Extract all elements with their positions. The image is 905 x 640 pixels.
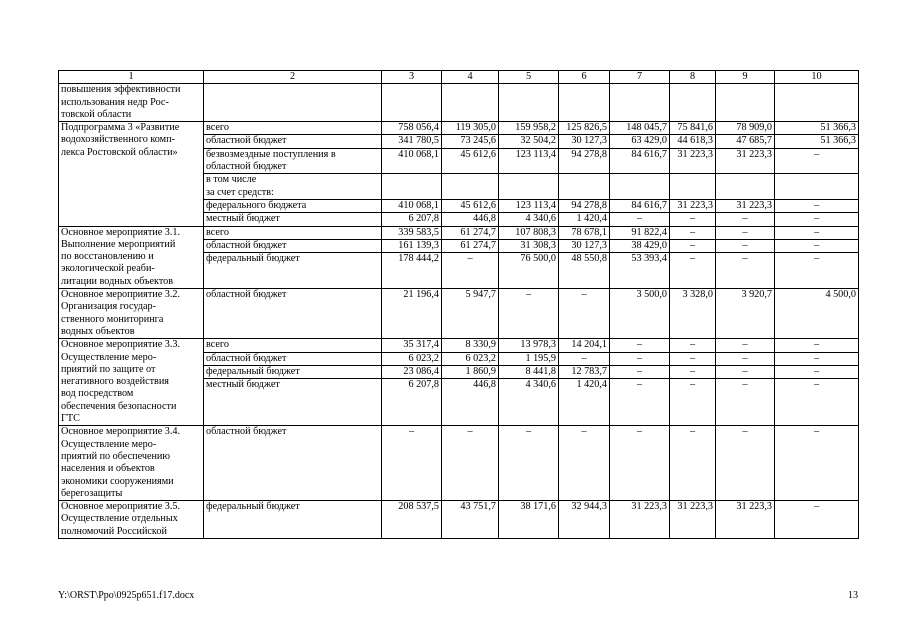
- budget-table: [58, 70, 859, 539]
- amount-value: [775, 173, 859, 199]
- amount-cell: [716, 84, 775, 122]
- amount-cell: [442, 122, 499, 226]
- table-row: [59, 426, 859, 501]
- funding-source-label: областной бюджет: [204, 239, 381, 252]
- funding-source-label: федеральный бюджет: [204, 252, 381, 265]
- amount-value: 1 420,4: [559, 378, 610, 391]
- amount-value: –: [670, 352, 716, 365]
- amount-value: –: [716, 378, 775, 391]
- activity-name: Подпрограмма 3 «Развитие водохозяйственного комп- лекса Ростовской области»: [59, 122, 204, 226]
- amount-cell: [559, 501, 610, 539]
- amount-cell: [499, 501, 559, 539]
- activity-name: Основное мероприятие 3.2. Организация государ- ственного мониторинга водных объектов: [59, 289, 204, 339]
- amount-value: [775, 84, 859, 96]
- amount-value: [382, 173, 442, 199]
- amount-value: 43 751,7: [460, 501, 496, 513]
- amount-value: 8 441,8: [499, 365, 559, 378]
- column-header: 7: [610, 71, 670, 84]
- amount-value: 119 305,0: [455, 122, 496, 134]
- activity-name: повышения эффективности использования недр Рос- товской области: [59, 84, 204, 122]
- amount-cell: [559, 426, 610, 501]
- amount-value: –: [716, 252, 775, 265]
- amount-value: 61 274,7: [442, 239, 499, 252]
- table-row: [59, 339, 859, 426]
- amount-value: –: [467, 426, 473, 438]
- amount-value: 45 612,6: [442, 199, 499, 212]
- footer-file-path: Y:\ORST\Ppo\0925p651.f17.docx: [58, 590, 195, 601]
- funding-source-label: безвозмездные поступления в областной бюджет: [204, 148, 381, 174]
- funding-sources: [204, 289, 382, 339]
- amount-value: –: [742, 426, 748, 438]
- amount-value: –: [775, 199, 859, 212]
- amount-cell: [559, 289, 610, 339]
- amount-value: 94 278,8: [559, 199, 610, 212]
- amount-value: [442, 173, 499, 199]
- amount-value: 1 860,9: [442, 365, 499, 378]
- amount-cell: [382, 226, 442, 288]
- amount-value: –: [775, 352, 859, 365]
- amount-cell: [382, 339, 442, 426]
- amount-cell: [670, 501, 716, 539]
- amount-cell: [775, 289, 859, 339]
- amount-value: 31 308,3: [499, 239, 559, 252]
- amount-value: –: [610, 212, 670, 225]
- amount-cell: [442, 339, 499, 426]
- amount-value: 148 045,7: [626, 122, 667, 134]
- funding-source-label: всего: [206, 339, 229, 351]
- amount-cell: [716, 339, 775, 426]
- amount-value: 410 068,1: [382, 148, 442, 174]
- amount-cell: [499, 122, 559, 226]
- activity-name: Основное мероприятие 3.5. Осуществление отдельных полномочий Российской: [59, 501, 204, 539]
- column-header: 1: [59, 71, 204, 84]
- amount-value: 38 171,6: [520, 501, 556, 513]
- amount-value: –: [813, 501, 820, 513]
- amount-value: –: [636, 426, 643, 438]
- amount-value: –: [670, 239, 716, 252]
- amount-cell: [382, 426, 442, 501]
- amount-cell: [382, 501, 442, 539]
- amount-value: 45 612,6: [442, 148, 499, 174]
- amount-value: [610, 84, 670, 96]
- amount-value: 13 978,3: [520, 339, 556, 351]
- amount-value: –: [670, 252, 716, 265]
- amount-value: 84 616,7: [610, 199, 670, 212]
- table-row: [59, 226, 859, 288]
- amount-value: 23 086,4: [382, 365, 442, 378]
- amount-value: 1 420,4: [559, 212, 610, 225]
- amount-value: 6 207,8: [382, 212, 442, 225]
- amount-cell: [559, 339, 610, 426]
- amount-cell: [775, 501, 859, 539]
- amount-value: –: [525, 289, 532, 301]
- amount-value: –: [689, 426, 696, 438]
- amount-cell: [610, 226, 670, 288]
- amount-value: –: [813, 426, 820, 438]
- amount-cell: [610, 339, 670, 426]
- amount-value: [559, 173, 610, 199]
- amount-cell: [610, 289, 670, 339]
- funding-source-label: федерального бюджета: [204, 199, 381, 212]
- amount-value: –: [742, 339, 748, 351]
- amount-value: –: [581, 289, 587, 301]
- amount-value: –: [813, 226, 820, 238]
- amount-cell: [610, 501, 670, 539]
- amount-value: 341 780,5: [382, 134, 442, 147]
- amount-value: –: [775, 378, 859, 391]
- funding-source-label: местный бюджет: [204, 378, 381, 391]
- amount-value: 758 056,4: [398, 122, 439, 134]
- amount-value: 4 500,0: [825, 289, 856, 301]
- amount-value: 3 328,0: [682, 289, 713, 301]
- amount-cell: [775, 84, 859, 122]
- amount-cell: [559, 226, 610, 288]
- amount-value: 21 196,4: [403, 289, 439, 301]
- amount-value: 12 783,7: [559, 365, 610, 378]
- amount-value: –: [610, 352, 670, 365]
- amount-value: 51 366,3: [775, 134, 859, 147]
- funding-sources: [204, 122, 382, 226]
- funding-source-label: федеральный бюджет: [204, 365, 381, 378]
- amount-value: 446,8: [442, 378, 499, 391]
- table-row: [59, 501, 859, 539]
- amount-cell: [716, 501, 775, 539]
- amount-value: 63 429,0: [610, 134, 670, 147]
- amount-cell: [442, 84, 499, 122]
- amount-value: 5 947,7: [465, 289, 496, 301]
- amount-cell: [559, 84, 610, 122]
- funding-source-label: федеральный бюджет: [206, 501, 300, 513]
- amount-cell: [499, 426, 559, 501]
- amount-value: 410 068,1: [382, 199, 442, 212]
- column-header: 4: [442, 71, 499, 84]
- amount-value: –: [716, 212, 775, 225]
- amount-cell: [670, 289, 716, 339]
- amount-value: 339 583,5: [398, 226, 439, 238]
- amount-value: 31 223,3: [631, 501, 667, 513]
- amount-value: [559, 84, 610, 96]
- amount-value: [382, 84, 442, 96]
- amount-value: 4 340,6: [499, 212, 559, 225]
- amount-value: –: [442, 252, 499, 265]
- amount-value: –: [689, 226, 696, 238]
- table-row: [59, 122, 859, 226]
- amount-value: –: [775, 239, 859, 252]
- amount-value: 14 204,1: [571, 339, 607, 351]
- column-header: 10: [775, 71, 859, 84]
- amount-value: –: [775, 212, 859, 225]
- funding-source-label: областной бюджет: [206, 426, 287, 438]
- funding-sources: [204, 226, 382, 288]
- amount-value: –: [610, 365, 670, 378]
- column-header: 6: [559, 71, 610, 84]
- amount-cell: [716, 289, 775, 339]
- amount-value: –: [559, 352, 610, 365]
- amount-value: 32 944,3: [571, 501, 607, 513]
- amount-value: [499, 173, 559, 199]
- amount-value: 47 685,7: [716, 134, 775, 147]
- amount-value: 1 195,9: [499, 352, 559, 365]
- amount-cell: [775, 122, 859, 226]
- activity-name: Основное мероприятие 3.4. Осуществление меро- приятий по обеспечению населения и объектов экономики сооружениями берегозащиты: [59, 426, 204, 501]
- amount-value: –: [581, 426, 587, 438]
- funding-source-label: [204, 84, 381, 96]
- amount-cell: [442, 226, 499, 288]
- amount-value: –: [610, 378, 670, 391]
- amount-value: 178 444,2: [382, 252, 442, 265]
- amount-cell: [442, 501, 499, 539]
- amount-value: –: [636, 339, 643, 351]
- funding-source-label: областной бюджет: [204, 134, 381, 147]
- amount-cell: [610, 122, 670, 226]
- amount-value: 6 023,2: [382, 352, 442, 365]
- amount-value: 84 616,7: [610, 148, 670, 174]
- amount-cell: [716, 122, 775, 226]
- amount-cell: [670, 339, 716, 426]
- amount-value: 38 429,0: [610, 239, 670, 252]
- amount-value: –: [716, 365, 775, 378]
- amount-value: 53 393,4: [610, 252, 670, 265]
- amount-value: 32 504,2: [499, 134, 559, 147]
- amount-value: –: [775, 252, 859, 265]
- table-row: [59, 84, 859, 122]
- amount-value: [670, 173, 716, 199]
- amount-value: 125 826,5: [566, 122, 607, 134]
- amount-value: 31 223,3: [670, 148, 716, 174]
- activity-name: Основное мероприятие 3.3. Осуществление меро- приятий по защите от негативного воздействия вод посредством обеспечения безопасности ГТС: [59, 339, 204, 426]
- amount-cell: [499, 226, 559, 288]
- amount-value: 159 958,2: [515, 122, 556, 134]
- amount-value: –: [408, 426, 415, 438]
- amount-value: 78 909,0: [736, 122, 772, 134]
- amount-cell: [559, 122, 610, 226]
- amount-value: –: [742, 226, 748, 238]
- amount-cell: [775, 339, 859, 426]
- column-header: 2: [204, 71, 382, 84]
- amount-cell: [442, 289, 499, 339]
- amount-value: 35 317,4: [403, 339, 439, 351]
- amount-cell: [499, 289, 559, 339]
- column-header: 8: [670, 71, 716, 84]
- column-header: 9: [716, 71, 775, 84]
- amount-cell: [382, 122, 442, 226]
- amount-value: [716, 173, 775, 199]
- funding-sources: [204, 339, 382, 426]
- amount-value: 3 920,7: [741, 289, 772, 301]
- amount-value: [442, 84, 499, 96]
- amount-value: 78 678,1: [571, 226, 607, 238]
- amount-cell: [499, 84, 559, 122]
- column-header: 3: [382, 71, 442, 84]
- amount-value: –: [689, 339, 696, 351]
- column-header: 5: [499, 71, 559, 84]
- amount-value: 91 822,4: [631, 226, 667, 238]
- funding-sources: [204, 426, 382, 501]
- funding-source-label: в том числе за счет средств:: [204, 173, 381, 199]
- amount-cell: [670, 84, 716, 122]
- amount-value: 208 537,5: [398, 501, 439, 513]
- amount-value: 446,8: [442, 212, 499, 225]
- header-row: [59, 71, 859, 84]
- funding-source-label: местный бюджет: [204, 212, 381, 225]
- amount-value: 73 245,6: [442, 134, 499, 147]
- amount-value: –: [716, 239, 775, 252]
- amount-cell: [670, 122, 716, 226]
- funding-source-label: областной бюджет: [204, 352, 381, 365]
- amount-value: [499, 84, 559, 96]
- amount-value: 6 023,2: [442, 352, 499, 365]
- amount-value: 31 223,3: [670, 199, 716, 212]
- amount-value: 8 330,9: [465, 339, 496, 351]
- funding-sources: [204, 84, 382, 122]
- amount-value: –: [775, 365, 859, 378]
- amount-value: [670, 84, 716, 96]
- funding-source-label: областной бюджет: [206, 289, 287, 301]
- amount-value: 123 113,4: [499, 148, 559, 174]
- page-number: 13: [848, 590, 858, 601]
- amount-value: –: [775, 148, 859, 174]
- amount-value: 48 550,8: [559, 252, 610, 265]
- amount-value: 94 278,8: [559, 148, 610, 174]
- amount-value: 3 500,0: [636, 289, 667, 301]
- amount-value: 61 274,7: [460, 226, 496, 238]
- amount-cell: [775, 226, 859, 288]
- amount-value: 51 366,3: [820, 122, 856, 134]
- table-row: [59, 289, 859, 339]
- amount-cell: [775, 426, 859, 501]
- amount-cell: [442, 426, 499, 501]
- amount-value: 30 127,3: [559, 134, 610, 147]
- amount-value: 76 500,0: [499, 252, 559, 265]
- amount-value: 44 618,3: [670, 134, 716, 147]
- funding-source-label: всего: [206, 226, 229, 238]
- amount-value: 31 223,3: [716, 148, 775, 174]
- amount-cell: [610, 426, 670, 501]
- amount-value: 75 841,6: [677, 122, 713, 134]
- amount-cell: [499, 339, 559, 426]
- amount-value: –: [670, 365, 716, 378]
- amount-cell: [670, 426, 716, 501]
- amount-value: 123 113,4: [499, 199, 559, 212]
- amount-value: [716, 84, 775, 96]
- funding-sources: [204, 501, 382, 539]
- amount-cell: [382, 289, 442, 339]
- amount-value: 31 223,3: [716, 199, 775, 212]
- amount-value: 31 223,3: [677, 501, 713, 513]
- funding-source-label: всего: [206, 122, 229, 134]
- amount-value: 4 340,6: [499, 378, 559, 391]
- amount-value: 30 127,3: [559, 239, 610, 252]
- amount-value: [610, 173, 670, 199]
- amount-value: –: [716, 352, 775, 365]
- amount-value: 6 207,8: [382, 378, 442, 391]
- amount-cell: [610, 84, 670, 122]
- amount-value: –: [525, 426, 532, 438]
- amount-cell: [716, 226, 775, 288]
- amount-value: –: [813, 339, 820, 351]
- amount-value: –: [670, 212, 716, 225]
- amount-cell: [670, 226, 716, 288]
- amount-cell: [382, 84, 442, 122]
- amount-cell: [716, 426, 775, 501]
- amount-value: 161 139,3: [382, 239, 442, 252]
- amount-value: 107 808,3: [515, 226, 556, 238]
- activity-name: Основное мероприятие 3.1. Выполнение мероприятий по восстановлению и экологической реаби- литации водных объектов: [59, 226, 204, 288]
- amount-value: 31 223,3: [736, 501, 772, 513]
- amount-value: –: [670, 378, 716, 391]
